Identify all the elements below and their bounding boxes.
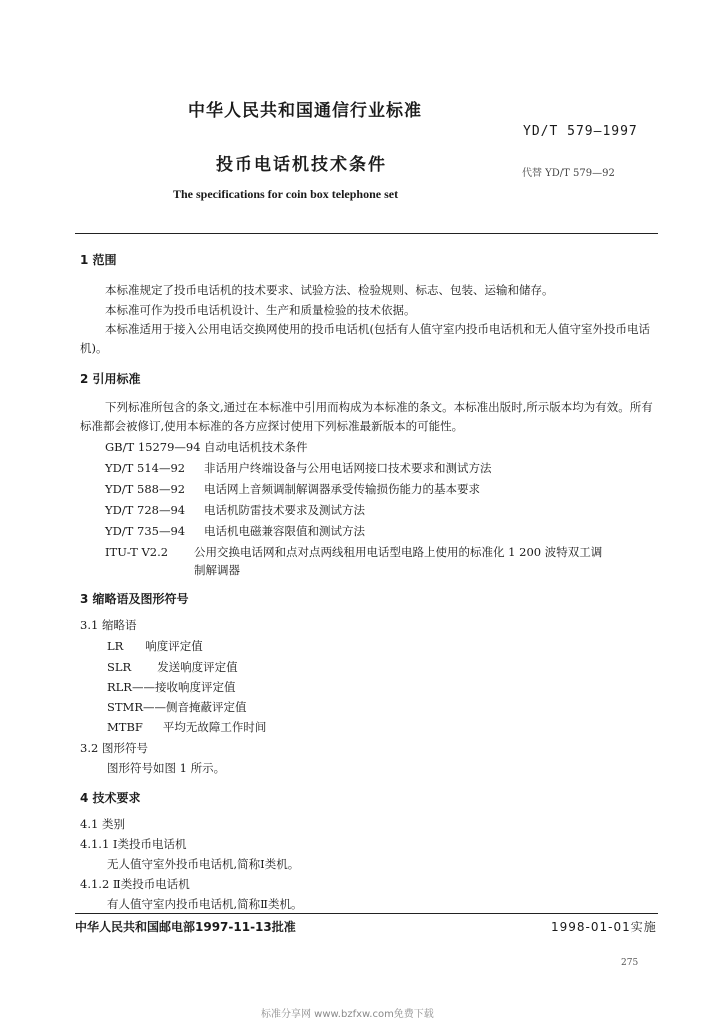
issued-by-line: 中华人民共和国邮电部1997-11-13批准 [75, 920, 296, 934]
reference-title: 电话网上音频调制解调器承受传输损伤能力的基本要求 [204, 482, 480, 496]
reference-code: ITU-T V2.2 [105, 545, 169, 559]
section-2-heading: 2 引用标准 [80, 372, 141, 386]
reference-title: 电话机防雷技术要求及测试方法 [204, 503, 365, 517]
subsection-4-1-heading: 4.1 类别 [80, 817, 125, 831]
reference-title: 公用交换电话网和点对点两线租用电话型电路上使用的标准化 1 200 波特双工调 [194, 545, 603, 559]
section-1-heading: 1 范围 [80, 253, 117, 267]
abbreviation-term: STMR——侧音掩蔽评定值 [107, 700, 247, 714]
reference-code: YD/T 588—92 [105, 482, 186, 496]
reference-title: 非话用户终端设备与公用电话网接口技术要求和测试方法 [204, 461, 492, 475]
section-3-heading: 3 缩略语及图形符号 [80, 592, 189, 606]
reference-code: YD/T 735—94 [105, 524, 186, 538]
section-1-para-1: 本标准规定了投币电话机的技术要求、试验方法、检验规则、标志、包装、运输和储存。 [105, 283, 554, 297]
subsection-4-1-2-heading: 4.1.2 Ⅱ类投币电话机 [80, 877, 190, 891]
watermark-text: 标准分享网 www.bzfxw.com免费下载 [261, 1009, 434, 1020]
standard-category-title: 中华人民共和国通信行业标准 [188, 101, 422, 121]
section-4-heading: 4 技术要求 [80, 791, 141, 805]
page-number: 275 [621, 958, 639, 968]
subsection-3-2-heading: 3.2 图形符号 [80, 741, 148, 755]
reference-code: GB/T 15279—94 [105, 440, 201, 454]
reference-title: 自动电话机技术条件 [204, 440, 308, 454]
effective-date: 1998-01-01实施 [551, 920, 657, 934]
subsection-3-2-text: 图形符号如图 1 所示。 [107, 761, 226, 775]
abbreviation-term: SLR 发送响度评定值 [107, 660, 238, 674]
reference-title-continued: 制解调器 [194, 563, 240, 577]
abbreviation-term: LR 响度评定值 [107, 639, 203, 653]
section-1-para-3: 本标准适用于接入公用电话交换网使用的投币电话机(包括有人值守室内投币电话机和无人值守室外投币电话机)。 [80, 322, 650, 355]
section-1-para-2: 本标准可作为投币电话机设计、生产和质量检验的技术依据。 [105, 303, 416, 317]
subsection-3-1-heading: 3.1 缩略语 [80, 618, 137, 632]
standard-number: YD/T 579—1997 [523, 124, 638, 139]
english-title: The specifications for coin box telephone set [173, 187, 399, 201]
abbreviation-term: RLR——接收响度评定值 [107, 680, 236, 694]
section-2-intro: 下列标准所包含的条文,通过在本标准中引用而构成为本标准的条文。本标准出版时,所示版本均为有效。所有标准都会被修订,使用本标准的各方应探讨使用下列标准最新版本的可能性。 [80, 400, 653, 433]
subsection-4-1-1-text: 无人值守室外投币电话机,简称Ⅰ类机。 [107, 857, 300, 871]
reference-code: YD/T 728—94 [105, 503, 186, 517]
replaces-note: 代替 YD/T 579—92 [522, 168, 615, 179]
reference-title: 电话机电磁兼容限值和测试方法 [204, 524, 365, 538]
header-divider [75, 233, 658, 234]
subsection-4-1-2-text: 有人值守室内投币电话机,简称Ⅱ类机。 [107, 897, 303, 911]
subsection-4-1-1-heading: 4.1.1 Ⅰ类投币电话机 [80, 837, 187, 851]
abbreviation-term: MTBF 平均无故障工作时间 [107, 720, 267, 734]
reference-code: YD/T 514—92 [105, 461, 186, 475]
document-title: 投币电话机技术条件 [216, 155, 387, 175]
footer-divider [75, 913, 658, 914]
